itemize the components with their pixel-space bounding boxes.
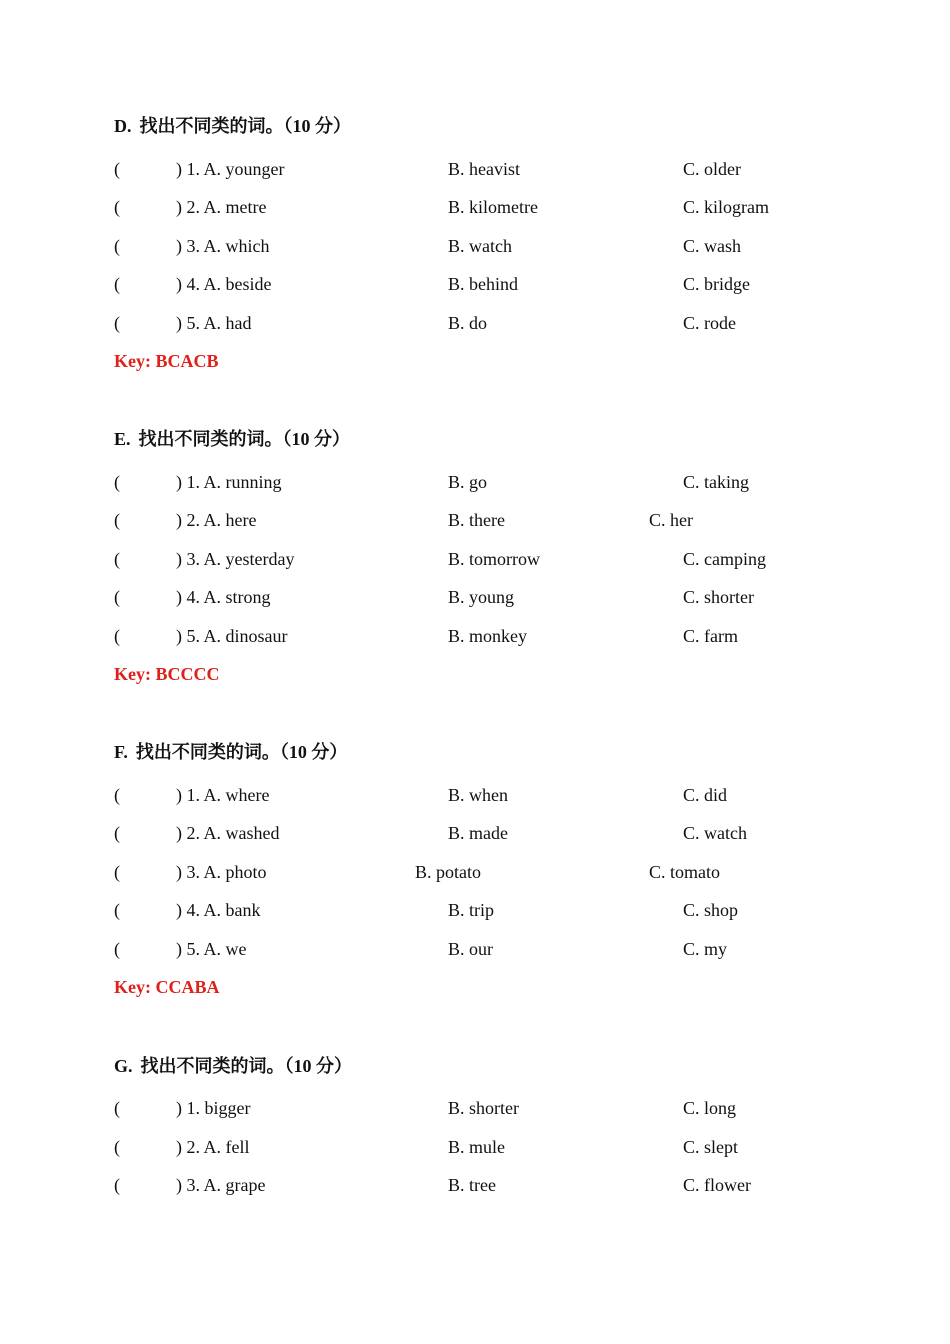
answer-blank[interactable]: ( [114,159,120,179]
answer-blank[interactable]: ( [114,236,120,256]
answer-blank[interactable]: ( [114,1137,120,1157]
option-c: C. flower [683,1175,751,1195]
option-a: ) 3. A. photo [176,862,267,882]
answer-key: Key: CCABA [114,977,220,997]
option-a: ) 5. A. had [176,313,252,333]
option-b: B. monkey [448,626,527,646]
question-row [0,937,950,961]
answer-blank[interactable]: ( [114,197,120,217]
option-a: ) 2. A. here [176,510,257,530]
answer-blank[interactable]: ( [114,313,120,333]
option-c: C. long [683,1098,737,1118]
question-row [0,1096,950,1120]
option-c: C. my [683,939,728,959]
section-letter: G. [114,1056,133,1076]
question-row [0,1173,950,1197]
question-row [0,1135,950,1159]
option-a: ) 5. A. we [176,939,247,959]
answer-blank[interactable]: ( [114,626,120,646]
option-b: B. heavist [448,159,520,179]
option-a: ) 5. A. dinosaur [176,626,288,646]
option-c: C. wash [683,236,741,256]
option-a: ) 2. A. fell [176,1137,250,1157]
option-b: B. kilometre [448,197,538,217]
option-b: B. mule [448,1137,505,1157]
option-c: C. did [683,785,728,805]
option-b: B. our [448,939,493,959]
option-b: B. behind [448,274,518,294]
option-a: ) 1. A. where [176,785,270,805]
answer-blank[interactable]: ( [114,1175,120,1195]
option-c: C. shorter [683,587,754,607]
option-a: ) 3. A. which [176,236,270,256]
question-row [0,272,950,296]
section-title: 找出不同类的词。（10 分） [139,116,351,136]
option-b: B. when [448,785,508,805]
question-row [0,547,950,571]
answer-blank[interactable]: ( [114,939,120,959]
option-a: ) 4. A. bank [176,900,261,920]
option-c: C. camping [683,549,766,569]
option-a: ) 1. bigger [176,1098,251,1118]
option-b: B. young [448,587,515,607]
answer-blank[interactable]: ( [114,472,120,492]
question-row [0,821,950,845]
option-b: B. made [448,823,508,843]
option-c: C. tomato [649,862,720,882]
option-a: ) 1. A. running [176,472,282,492]
option-a: ) 1. A. younger [176,159,285,179]
section-letter: D. [114,116,132,136]
question-row [0,508,950,532]
answer-blank[interactable]: ( [114,1098,120,1118]
option-a: ) 2. A. metre [176,197,267,217]
question-row [0,234,950,258]
question-row [0,860,950,884]
section-heading [114,740,347,764]
option-c: C. older [683,159,741,179]
option-b: B. go [448,472,488,492]
question-row [0,624,950,648]
answer-key: Key: BCACB [114,351,219,371]
question-row [0,470,950,494]
question-row [0,157,950,181]
option-c: C. kilogram [683,197,769,217]
option-b: B. there [448,510,505,530]
question-row [0,311,950,335]
question-row [0,585,950,609]
answer-blank[interactable]: ( [114,510,120,530]
option-b: B. watch [448,236,512,256]
answer-blank[interactable]: ( [114,862,120,882]
section-letter: E. [114,429,131,449]
answer-blank[interactable]: ( [114,549,120,569]
option-c: C. rode [683,313,736,333]
section-heading [114,1054,352,1078]
option-c: C. watch [683,823,747,843]
section-heading [114,427,350,451]
option-b: B. do [448,313,488,333]
answer-blank[interactable]: ( [114,900,120,920]
answer-blank[interactable]: ( [114,587,120,607]
option-b: B. shorter [448,1098,519,1118]
answer-blank[interactable]: ( [114,823,120,843]
option-a: ) 4. A. strong [176,587,271,607]
section-heading [114,114,351,138]
option-c: C. farm [683,626,738,646]
question-row [0,898,950,922]
section-title: 找出不同类的词。（10 分） [140,1056,353,1076]
answer-blank[interactable]: ( [114,274,120,294]
option-c: C. shop [683,900,739,920]
option-a: ) 2. A. washed [176,823,280,843]
option-a: ) 3. A. grape [176,1175,266,1195]
option-c: C. slept [683,1137,739,1157]
option-c: C. bridge [683,274,750,294]
question-row [0,195,950,219]
option-c: C. taking [683,472,749,492]
option-a: ) 3. A. yesterday [176,549,295,569]
question-row [0,783,950,807]
option-c: C. her [649,510,693,530]
answer-blank[interactable]: ( [114,785,120,805]
option-b: B. tree [448,1175,496,1195]
section-letter: F. [114,742,128,762]
section-title: 找出不同类的词。（10 分） [138,429,351,449]
section-title: 找出不同类的词。（10 分） [135,742,348,762]
option-b: B. tomorrow [448,549,540,569]
option-b: B. trip [448,900,495,920]
option-a: ) 4. A. beside [176,274,272,294]
option-b: B. potato [415,862,481,882]
answer-key: Key: BCCCC [114,664,220,684]
